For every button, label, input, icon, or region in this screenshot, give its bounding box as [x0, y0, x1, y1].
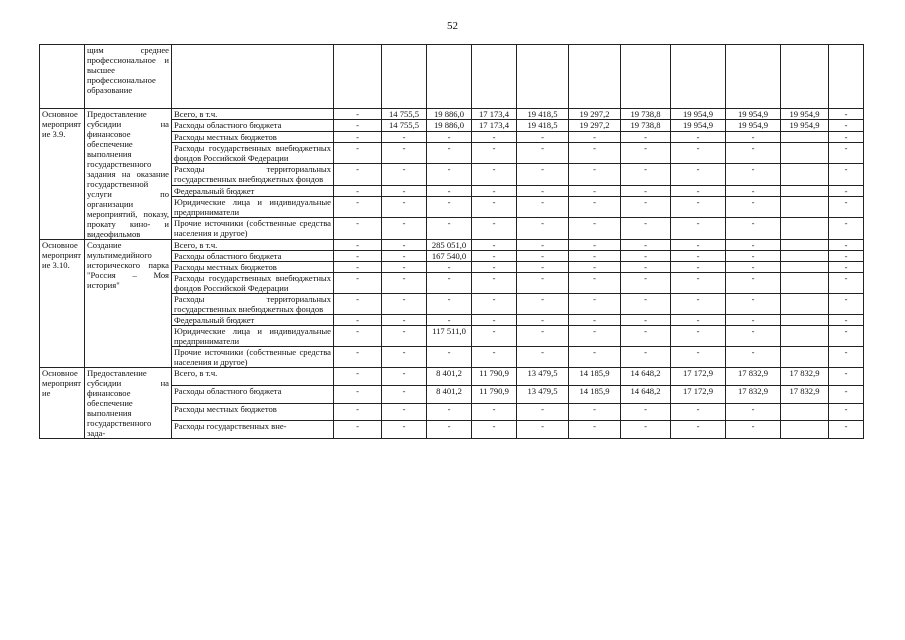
amount-cell: - — [726, 142, 781, 163]
amount-cell: 17 832,9 — [726, 368, 781, 386]
amount-cell: - — [671, 294, 726, 315]
amount-cell: - — [517, 326, 569, 347]
amount-cell: 117 511,0 — [427, 326, 472, 347]
amount-cell: - — [621, 251, 671, 262]
amount-cell: - — [621, 185, 671, 196]
amount-cell: - — [334, 164, 382, 185]
amount-cell: - — [621, 218, 671, 240]
amount-cell: - — [427, 131, 472, 142]
amount-cell: - — [472, 196, 517, 217]
amount-cell: - — [621, 315, 671, 326]
amount-cell: 14 185,9 — [569, 385, 621, 403]
amount-cell: - — [427, 218, 472, 240]
amount-cell: - — [726, 185, 781, 196]
amount-cell: - — [334, 368, 382, 386]
amount-cell: - — [671, 347, 726, 368]
financing-table — [39, 44, 864, 439]
amount-cell: 14 755,5 — [382, 120, 427, 131]
amount-cell: - — [517, 131, 569, 142]
funding-source-cell: Юридические лица и индивидуальные предприниматели — [172, 196, 334, 217]
measure-number-cell: Основное мероприятие 3.10. — [40, 240, 85, 368]
value-cell — [781, 45, 829, 109]
amount-cell: - — [621, 273, 671, 294]
amount-cell: 8 401,2 — [427, 385, 472, 403]
amount-cell: - — [829, 326, 864, 347]
amount-cell: - — [829, 120, 864, 131]
amount-cell: - — [427, 294, 472, 315]
funding-source-cell: Всего, в т.ч. — [172, 240, 334, 251]
amount-cell: 17 172,9 — [671, 368, 726, 386]
amount-cell: - — [621, 294, 671, 315]
amount-cell: - — [621, 240, 671, 251]
amount-cell: - — [517, 294, 569, 315]
amount-cell: - — [517, 273, 569, 294]
amount-cell: - — [517, 347, 569, 368]
amount-cell: 19 954,9 — [726, 109, 781, 120]
amount-cell: - — [829, 240, 864, 251]
amount-cell — [781, 273, 829, 294]
amount-cell: - — [472, 164, 517, 185]
funding-source-cell: Федеральный бюджет — [172, 315, 334, 326]
value-cell — [472, 45, 517, 109]
amount-cell: - — [517, 196, 569, 217]
amount-cell: - — [569, 262, 621, 273]
amount-cell: 19 954,9 — [671, 120, 726, 131]
amount-cell: 19 297,2 — [569, 120, 621, 131]
amount-cell: - — [726, 347, 781, 368]
amount-cell: - — [621, 421, 671, 439]
amount-cell: - — [382, 196, 427, 217]
amount-cell — [781, 142, 829, 163]
amount-cell: - — [334, 273, 382, 294]
measure-name-cell: Создание мультимедийного исторического парка "Россия – Моя история" — [85, 240, 172, 368]
amount-cell: - — [829, 218, 864, 240]
amount-cell: - — [517, 251, 569, 262]
amount-cell: - — [569, 164, 621, 185]
amount-cell: - — [472, 315, 517, 326]
amount-cell: - — [334, 218, 382, 240]
amount-cell: - — [569, 273, 621, 294]
funding-source-cell: Расходы областного бюджета — [172, 120, 334, 131]
amount-cell: - — [829, 131, 864, 142]
measure-name-cell: щим среднее профессиональное и высшее профессиональное образование — [85, 45, 172, 109]
amount-cell: - — [472, 326, 517, 347]
amount-cell: - — [517, 185, 569, 196]
amount-cell: - — [334, 251, 382, 262]
amount-cell: - — [472, 251, 517, 262]
amount-cell: - — [829, 273, 864, 294]
value-cell — [569, 45, 621, 109]
amount-cell — [781, 403, 829, 421]
amount-cell: - — [382, 368, 427, 386]
amount-cell: - — [569, 421, 621, 439]
amount-cell: - — [472, 421, 517, 439]
amount-cell: 17 832,9 — [781, 385, 829, 403]
amount-cell: - — [382, 273, 427, 294]
value-cell — [829, 45, 864, 109]
amount-cell: - — [671, 218, 726, 240]
amount-cell: - — [334, 131, 382, 142]
funding-source-cell: Расходы государственных внебюджетных фондов Российской Федерации — [172, 142, 334, 163]
amount-cell: - — [671, 185, 726, 196]
amount-cell: - — [472, 273, 517, 294]
amount-cell: - — [382, 240, 427, 251]
amount-cell — [781, 240, 829, 251]
source-cell — [172, 45, 334, 109]
amount-cell: - — [382, 294, 427, 315]
amount-cell: 19 297,2 — [569, 109, 621, 120]
amount-cell: 19 418,5 — [517, 120, 569, 131]
amount-cell: - — [517, 403, 569, 421]
amount-cell: 14 185,9 — [569, 368, 621, 386]
amount-cell: - — [472, 218, 517, 240]
measure-number-cell — [40, 45, 85, 109]
amount-cell: - — [569, 403, 621, 421]
amount-cell: - — [829, 185, 864, 196]
amount-cell: - — [427, 185, 472, 196]
funding-source-cell: Юридические лица и индивидуальные предприниматели — [172, 326, 334, 347]
amount-cell: - — [671, 251, 726, 262]
amount-cell: - — [472, 262, 517, 273]
amount-cell — [781, 196, 829, 217]
amount-cell: - — [472, 131, 517, 142]
amount-cell: - — [726, 218, 781, 240]
amount-cell: 19 886,0 — [427, 109, 472, 120]
amount-cell: - — [621, 142, 671, 163]
amount-cell: 11 790,9 — [472, 385, 517, 403]
funding-source-cell: Прочие источники (собственные средства населения и другое) — [172, 218, 334, 240]
amount-cell: - — [829, 251, 864, 262]
amount-cell: - — [621, 196, 671, 217]
funding-source-cell: Расходы местных бюджетов — [172, 403, 334, 421]
amount-cell: - — [726, 262, 781, 273]
amount-cell: 17 172,9 — [671, 385, 726, 403]
amount-cell: - — [726, 294, 781, 315]
amount-cell: - — [671, 315, 726, 326]
amount-cell — [781, 421, 829, 439]
amount-cell: - — [472, 240, 517, 251]
value-cell — [382, 45, 427, 109]
amount-cell: 19 954,9 — [781, 109, 829, 120]
amount-cell: 19 738,8 — [621, 120, 671, 131]
amount-cell: - — [382, 142, 427, 163]
amount-cell: - — [382, 385, 427, 403]
amount-cell: 19 418,5 — [517, 109, 569, 120]
measure-name-cell: Предоставление субсидии на финансовое обеспечение выполнения государственного зада- — [85, 368, 172, 439]
amount-cell: - — [569, 218, 621, 240]
amount-cell: 11 790,9 — [472, 368, 517, 386]
value-cell — [427, 45, 472, 109]
amount-cell: - — [334, 262, 382, 273]
funding-source-cell: Расходы областного бюджета — [172, 251, 334, 262]
amount-cell: 13 479,5 — [517, 368, 569, 386]
amount-cell: - — [334, 109, 382, 120]
amount-cell: - — [427, 403, 472, 421]
table-row — [40, 240, 864, 251]
funding-source-cell: Прочие источники (собственные средства населения и другое) — [172, 347, 334, 368]
amount-cell: - — [671, 240, 726, 251]
amount-cell: - — [671, 164, 726, 185]
amount-cell: - — [829, 347, 864, 368]
amount-cell: - — [517, 142, 569, 163]
value-cell — [517, 45, 569, 109]
amount-cell: - — [829, 142, 864, 163]
amount-cell: - — [427, 421, 472, 439]
value-cell — [671, 45, 726, 109]
amount-cell: - — [621, 347, 671, 368]
amount-cell: - — [569, 240, 621, 251]
amount-cell: - — [427, 315, 472, 326]
amount-cell: - — [472, 294, 517, 315]
amount-cell — [781, 315, 829, 326]
amount-cell: 19 954,9 — [726, 120, 781, 131]
measure-number-cell: Основное мероприятие 3.9. — [40, 109, 85, 240]
amount-cell: 17 173,4 — [472, 120, 517, 131]
amount-cell: - — [334, 294, 382, 315]
amount-cell: - — [569, 326, 621, 347]
amount-cell: - — [569, 185, 621, 196]
amount-cell — [781, 347, 829, 368]
amount-cell: - — [726, 421, 781, 439]
amount-cell: - — [671, 273, 726, 294]
amount-cell: - — [517, 315, 569, 326]
amount-cell: - — [472, 347, 517, 368]
amount-cell — [781, 131, 829, 142]
funding-source-cell: Федеральный бюджет — [172, 185, 334, 196]
amount-cell: 17 173,4 — [472, 109, 517, 120]
amount-cell: - — [726, 315, 781, 326]
amount-cell: - — [472, 403, 517, 421]
table-row — [40, 45, 864, 109]
amount-cell: - — [382, 262, 427, 273]
amount-cell: 14 648,2 — [621, 368, 671, 386]
amount-cell: - — [517, 262, 569, 273]
amount-cell: - — [334, 385, 382, 403]
amount-cell: 17 832,9 — [781, 368, 829, 386]
amount-cell: - — [427, 164, 472, 185]
amount-cell: - — [382, 251, 427, 262]
amount-cell: - — [569, 131, 621, 142]
amount-cell: - — [621, 326, 671, 347]
amount-cell: - — [334, 196, 382, 217]
amount-cell: - — [334, 142, 382, 163]
amount-cell: 19 954,9 — [781, 120, 829, 131]
amount-cell: - — [427, 273, 472, 294]
amount-cell: - — [472, 142, 517, 163]
funding-source-cell: Расходы местных бюджетов — [172, 131, 334, 142]
amount-cell — [781, 294, 829, 315]
amount-cell: - — [569, 142, 621, 163]
amount-cell: - — [829, 403, 864, 421]
amount-cell: 14 648,2 — [621, 385, 671, 403]
amount-cell — [781, 262, 829, 273]
amount-cell: - — [569, 251, 621, 262]
amount-cell — [781, 164, 829, 185]
amount-cell — [781, 185, 829, 196]
amount-cell: - — [427, 347, 472, 368]
amount-cell: - — [569, 196, 621, 217]
page-number: 52 — [447, 20, 458, 32]
value-cell — [621, 45, 671, 109]
amount-cell: - — [382, 164, 427, 185]
amount-cell: - — [671, 326, 726, 347]
amount-cell: 167 540,0 — [427, 251, 472, 262]
funding-source-cell: Всего, в т.ч. — [172, 109, 334, 120]
amount-cell: - — [569, 294, 621, 315]
amount-cell: - — [621, 403, 671, 421]
amount-cell: - — [829, 368, 864, 386]
funding-source-cell: Расходы территориальных государственных внебюджетных фондов — [172, 164, 334, 185]
amount-cell: 19 886,0 — [427, 120, 472, 131]
amount-cell: - — [829, 315, 864, 326]
amount-cell: - — [726, 403, 781, 421]
amount-cell: - — [621, 262, 671, 273]
amount-cell: - — [427, 262, 472, 273]
amount-cell: 14 755,5 — [382, 109, 427, 120]
amount-cell: - — [517, 164, 569, 185]
amount-cell: - — [334, 403, 382, 421]
amount-cell: - — [382, 218, 427, 240]
amount-cell: - — [382, 421, 427, 439]
amount-cell: - — [726, 251, 781, 262]
amount-cell: - — [726, 273, 781, 294]
amount-cell: - — [671, 142, 726, 163]
funding-source-cell: Расходы областного бюджета — [172, 385, 334, 403]
amount-cell: - — [334, 240, 382, 251]
value-cell — [726, 45, 781, 109]
amount-cell: - — [517, 240, 569, 251]
amount-cell: - — [382, 403, 427, 421]
amount-cell: - — [517, 218, 569, 240]
amount-cell: - — [726, 164, 781, 185]
funding-source-cell: Расходы местных бюджетов — [172, 262, 334, 273]
amount-cell: - — [382, 315, 427, 326]
amount-cell: - — [569, 347, 621, 368]
amount-cell: - — [382, 131, 427, 142]
amount-cell: - — [671, 262, 726, 273]
amount-cell: - — [726, 196, 781, 217]
amount-cell — [781, 218, 829, 240]
measure-number-cell: Основное мероприятие — [40, 368, 85, 439]
amount-cell: - — [334, 347, 382, 368]
amount-cell: - — [671, 131, 726, 142]
amount-cell: - — [671, 421, 726, 439]
table-row — [40, 368, 864, 386]
amount-cell — [781, 326, 829, 347]
funding-source-cell: Расходы государственных внебюджетных фондов Российской Федерации — [172, 273, 334, 294]
amount-cell: - — [726, 240, 781, 251]
amount-cell: - — [427, 142, 472, 163]
amount-cell: - — [829, 385, 864, 403]
amount-cell: - — [621, 164, 671, 185]
amount-cell: 8 401,2 — [427, 368, 472, 386]
amount-cell: - — [829, 421, 864, 439]
amount-cell: - — [334, 315, 382, 326]
table-row — [40, 109, 864, 120]
funding-source-cell: Всего, в т.ч. — [172, 368, 334, 386]
funding-source-cell: Расходы государственных вне- — [172, 421, 334, 439]
amount-cell: - — [382, 185, 427, 196]
amount-cell: - — [829, 294, 864, 315]
amount-cell: 19 738,8 — [621, 109, 671, 120]
amount-cell: - — [569, 315, 621, 326]
amount-cell: - — [382, 326, 427, 347]
amount-cell: - — [334, 421, 382, 439]
value-cell — [334, 45, 382, 109]
amount-cell: - — [829, 196, 864, 217]
amount-cell: - — [427, 196, 472, 217]
amount-cell: - — [621, 131, 671, 142]
amount-cell: - — [671, 403, 726, 421]
amount-cell: - — [829, 109, 864, 120]
amount-cell — [781, 251, 829, 262]
funding-source-cell: Расходы территориальных государственных внебюджетных фондов — [172, 294, 334, 315]
amount-cell: - — [829, 262, 864, 273]
amount-cell: - — [517, 421, 569, 439]
amount-cell: - — [671, 196, 726, 217]
amount-cell: - — [726, 131, 781, 142]
amount-cell: 13 479,5 — [517, 385, 569, 403]
amount-cell: - — [726, 326, 781, 347]
amount-cell: - — [334, 185, 382, 196]
measure-name-cell: Предоставление субсидии на финансовое обеспечение выполнения государственного задания на оказание государственной услуги по организации мероприятий, показу, прокату кино- и видеофильмов — [85, 109, 172, 240]
amount-cell: 285 051,0 — [427, 240, 472, 251]
amount-cell: 19 954,9 — [671, 109, 726, 120]
amount-cell: 17 832,9 — [726, 385, 781, 403]
amount-cell: - — [829, 164, 864, 185]
amount-cell: - — [472, 185, 517, 196]
amount-cell: - — [334, 120, 382, 131]
amount-cell: - — [382, 347, 427, 368]
amount-cell: - — [334, 326, 382, 347]
